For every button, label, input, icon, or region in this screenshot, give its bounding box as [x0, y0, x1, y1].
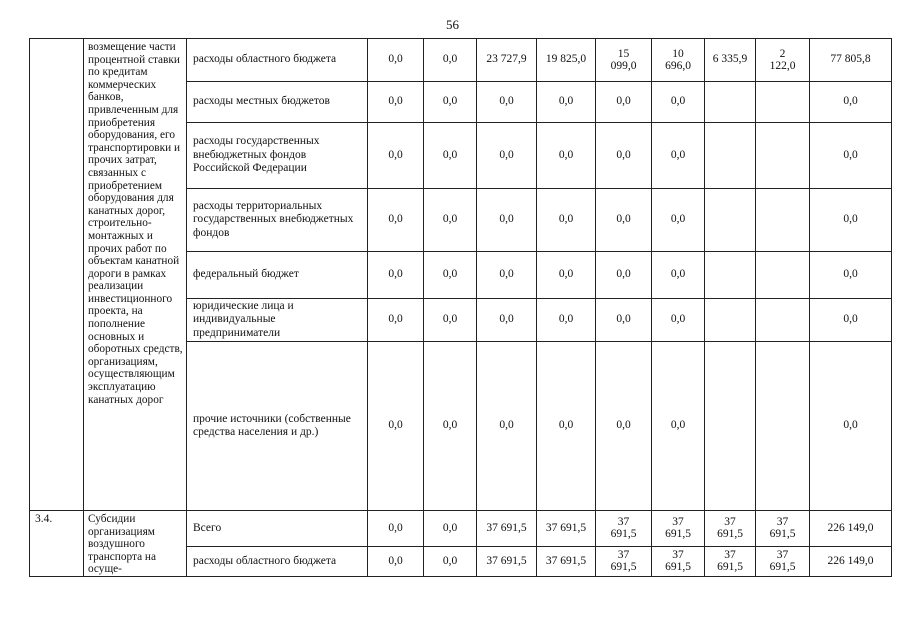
value-cell [705, 299, 756, 342]
value-cell: 19 825,0 [537, 39, 596, 82]
value-cell [652, 546, 705, 576]
item-index: 3.4. [30, 511, 84, 577]
value-cell: 0,0 [368, 342, 424, 511]
total-cell: 77 805,8 [810, 39, 892, 82]
funding-source: прочие источники (собственные средства населения и др.) [187, 342, 368, 511]
value-cell: 0,0 [477, 82, 537, 123]
value-cell [705, 123, 756, 189]
value-cell: 0,0 [424, 189, 477, 252]
value-cell [756, 546, 810, 576]
value-cell [652, 511, 705, 547]
value-cell: 0,0 [424, 342, 477, 511]
value-cell: 0,0 [596, 189, 652, 252]
value-text: 37 691,5 [717, 515, 743, 541]
table-body [30, 39, 892, 577]
value-cell [705, 252, 756, 299]
value-cell: 0,0 [537, 82, 596, 123]
value-cell [756, 252, 810, 299]
value-cell: 0,0 [424, 546, 477, 576]
value-cell: 0,0 [652, 123, 705, 189]
value-cell: 0,0 [537, 123, 596, 189]
value-cell: 37 691,5 [477, 511, 537, 547]
value-cell: 0,0 [596, 252, 652, 299]
value-cell: 0,0 [596, 299, 652, 342]
value-text: 37 691,5 [610, 548, 637, 574]
value-cell [756, 299, 810, 342]
value-cell: 0,0 [368, 252, 424, 299]
value-cell [756, 39, 810, 82]
value-cell: 0,0 [652, 299, 705, 342]
value-cell: 37 691,5 [477, 546, 537, 576]
value-cell: 0,0 [424, 511, 477, 547]
total-cell: 0,0 [810, 189, 892, 252]
value-cell: 0,0 [652, 342, 705, 511]
value-cell: 0,0 [368, 123, 424, 189]
value-cell [705, 189, 756, 252]
value-cell: 0,0 [477, 342, 537, 511]
value-cell: 0,0 [368, 511, 424, 547]
value-cell: 0,0 [537, 189, 596, 252]
value-cell [705, 82, 756, 123]
funding-source: юридические лица и индивидуальные предприниматели [187, 299, 368, 342]
value-text: 37 691,5 [769, 515, 796, 541]
value-cell: 0,0 [368, 299, 424, 342]
measure-description: Субсидии организациям воздушного транспорта на осуще- [84, 511, 187, 577]
value-cell: 0,0 [652, 252, 705, 299]
value-cell: 0,0 [652, 189, 705, 252]
value-cell [596, 546, 652, 576]
value-text: 37 691,5 [665, 548, 691, 574]
value-cell [705, 546, 756, 576]
value-cell: 0,0 [424, 82, 477, 123]
total-cell: 0,0 [810, 252, 892, 299]
funding-source: расходы государственных внебюджетных фондов Российской Федерации [187, 123, 368, 189]
value-cell: 0,0 [424, 123, 477, 189]
value-cell: 0,0 [477, 252, 537, 299]
value-text: 37 691,5 [610, 515, 637, 541]
value-cell: 0,0 [537, 252, 596, 299]
funding-source: расходы местных бюджетов [187, 82, 368, 123]
value-cell: 0,0 [596, 123, 652, 189]
table-row [30, 39, 892, 82]
value-cell: 0,0 [368, 546, 424, 576]
funding-source: Всего [187, 511, 368, 547]
value-cell: 0,0 [368, 39, 424, 82]
total-cell: 0,0 [810, 123, 892, 189]
value-cell: 0,0 [537, 342, 596, 511]
value-cell [756, 342, 810, 511]
value-cell [652, 39, 705, 82]
value-cell: 0,0 [477, 299, 537, 342]
value-text: 37 691,5 [717, 548, 743, 574]
value-text: 2 122,0 [769, 47, 796, 72]
value-cell: 37 691,5 [537, 546, 596, 576]
funding-source: расходы областного бюджета [187, 546, 368, 576]
total-cell: 226 149,0 [810, 546, 892, 576]
value-text: 10 696,0 [665, 47, 691, 72]
measure-description: возмещение части процентной ставки по кредитам коммерческих банков, привлеченным для приобретения оборудования, его транспортировки и прочих затрат, связанных с приобретением оборудования для канатных дорог, строительно-монтажных и прочих работ по объектам канатной дороги в рамках реализации инвестиционного проекта, на пополнение основных и оборотных средств, организациям, осуществляющим эксплуатацию канатных дорог [84, 39, 187, 511]
funding-source: федеральный бюджет [187, 252, 368, 299]
page-number: 56 [446, 17, 459, 32]
value-cell [705, 511, 756, 547]
value-cell: 0,0 [368, 189, 424, 252]
funding-source: расходы областного бюджета [187, 39, 368, 82]
value-cell [756, 189, 810, 252]
value-cell: 0,0 [424, 299, 477, 342]
value-cell [756, 82, 810, 123]
budget-table [29, 38, 892, 577]
value-cell [756, 123, 810, 189]
value-cell: 0,0 [596, 82, 652, 123]
total-cell: 0,0 [810, 342, 892, 511]
value-text: 37 691,5 [769, 548, 796, 574]
value-cell [596, 39, 652, 82]
value-cell: 0,0 [477, 123, 537, 189]
value-cell: 6 335,9 [705, 39, 756, 82]
value-cell: 0,0 [424, 252, 477, 299]
value-cell: 0,0 [477, 189, 537, 252]
index-cell [30, 39, 84, 511]
value-cell: 0,0 [424, 39, 477, 82]
value-cell [596, 511, 652, 547]
table-row [30, 511, 892, 547]
value-cell [756, 511, 810, 547]
value-cell: 23 727,9 [477, 39, 537, 82]
value-cell: 37 691,5 [537, 511, 596, 547]
value-cell: 0,0 [368, 82, 424, 123]
value-cell [705, 342, 756, 511]
value-cell: 0,0 [537, 299, 596, 342]
value-cell: 0,0 [652, 82, 705, 123]
funding-source: расходы территориальных государственных внебюджетных фондов [187, 189, 368, 252]
value-text: 15 099,0 [610, 47, 637, 72]
value-cell: 0,0 [596, 342, 652, 511]
total-cell: 0,0 [810, 82, 892, 123]
total-cell: 0,0 [810, 299, 892, 342]
value-text: 37 691,5 [665, 515, 691, 541]
total-cell: 226 149,0 [810, 511, 892, 547]
